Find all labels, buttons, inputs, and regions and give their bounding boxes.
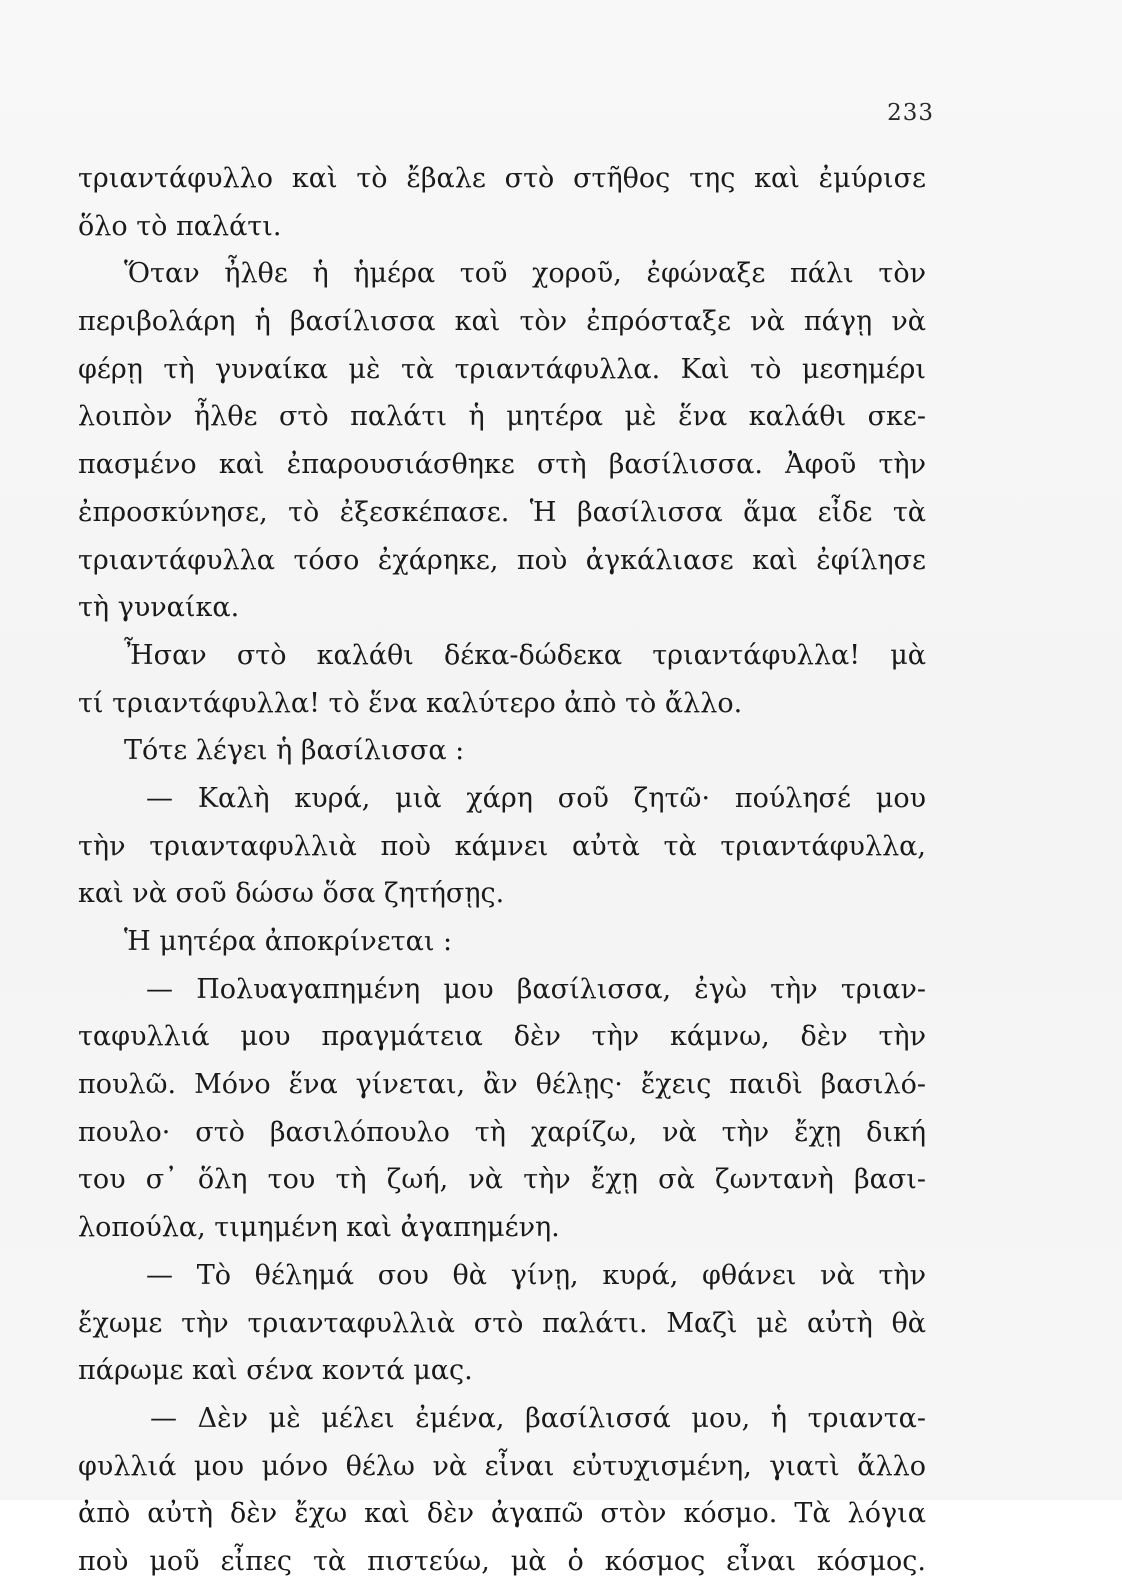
text-line: περιβολάρη ἡ βασίλισσα καὶ τὸν ἐπρόσταξε νὰ πάγῃ νὰ (78, 306, 926, 338)
text-line: καὶ νὰ σοῦ δώσω ὅσα ζητήσῃς. (78, 878, 505, 910)
text-line: πασμένο καὶ ἐπαρουσιάσθηκε στὴ βασίλισσα. Ἀφοῦ τὴν (78, 449, 926, 481)
text-line: — Καλὴ κυρά, μιὰ χάρη σοῦ ζητῶ· πούλησέ μου (146, 782, 926, 814)
text-line: Ἡ μητέρα ἀποκρίνεται : (124, 926, 453, 957)
body-text (78, 155, 926, 1586)
text-line: τί τριαντάφυλλα! τὸ ἕνα καλύτερο ἀπὸ τὸ ἄλλο. (78, 687, 743, 719)
text-line: — Τὸ θέλημά σου θὰ γίνῃ, κυρά, φθάνει νὰ τὴν (146, 1259, 926, 1291)
text-line: Τότε λέγει ἡ βασίλισσα : (124, 735, 465, 767)
text-line: λοπούλα, τιμημένη καὶ ἀγαπημένη. (78, 1212, 560, 1244)
text-line: πάρωμε καὶ σένα κοντά μας. (78, 1355, 473, 1387)
text-line: — Πολυαγαπημένη μου βασίλισσα, ἐγὼ τὴν τριαν- (146, 973, 926, 1005)
text-line: Ὅταν ἦλθε ἡ ἡμέρα τοῦ χοροῦ, ἐφώναξε πάλι τὸν (124, 258, 926, 290)
text-line: πουλο· στὸ βασιλόπουλο τὴ χαρίζω, νὰ τὴν ἔχῃ δική (78, 1116, 926, 1148)
text-line: τριαντάφυλλα τόσο ἐχάρηκε, ποὺ ἀγκάλιασε καὶ ἐφίλησε (78, 544, 926, 576)
text-line: Ἦσαν στὸ καλάθι δέκα-δώδεκα τριαντάφυλλα! μὰ (124, 639, 926, 671)
text-line: φυλλιά μου μόνο θέλω νὰ εἶναι εὐτυχισμένη, γιατὶ ἄλλο (78, 1450, 926, 1482)
text-line: ἀπὸ αὐτὴ δὲν ἔχω καὶ δὲν ἀγαπῶ στὸν κόσμο. Τὰ λόγια (78, 1498, 926, 1530)
text-line: τριαντάφυλλο καὶ τὸ ἔβαλε στὸ στῆθος της καὶ ἐμύρισε (78, 163, 926, 194)
text-line: — Δὲν μὲ μέλει ἐμένα, βασίλισσά μου, ἡ τριαντα- (150, 1402, 926, 1434)
text-line: πουλῶ. Μόνο ἕνα γίνεται, ἂν θέλῃς· ἔχεις παιδὶ βασιλό- (78, 1069, 926, 1101)
text-line: ταφυλλιά μου πραγμάτεια δὲν τὴν κάμνω, δὲν τὴν (78, 1021, 926, 1053)
text-line: ὅλο τὸ παλάτι. (78, 210, 282, 242)
page-number: 233 (887, 100, 934, 126)
text-line: του σ᾽ ὅλη του τὴ ζωή, νὰ τὴν ἔχῃ σὰ ζωντανὴ βασι- (78, 1164, 926, 1196)
text-line: τὴ γυναίκα. (78, 592, 240, 624)
text-line: λοιπὸν ἦλθε στὸ παλάτι ἡ μητέρα μὲ ἕνα καλάθι σκε- (78, 401, 926, 433)
text-line: ποὺ μοῦ εἶπες τὰ πιστεύω, μὰ ὁ κόσμος εἶναι κόσμος. (78, 1545, 926, 1577)
text-line: φέρῃ τὴ γυναίκα μὲ τὰ τριαντάφυλλα. Καὶ τὸ μεσημέρι (78, 353, 926, 385)
text-line: ἐπροσκύνησε, τὸ ἐξεσκέπασε. Ἡ βασίλισσα ἅμα εἶδε τὰ (78, 496, 926, 528)
text-line: ἔχωμε τὴν τριανταφυλλιὰ στὸ παλάτι. Μαζὶ μὲ αὐτὴ θὰ (78, 1307, 926, 1339)
text-line: τὴν τριανταφυλλιὰ ποὺ κάμνει αὐτὰ τὰ τριαντάφυλλα, (78, 830, 926, 862)
